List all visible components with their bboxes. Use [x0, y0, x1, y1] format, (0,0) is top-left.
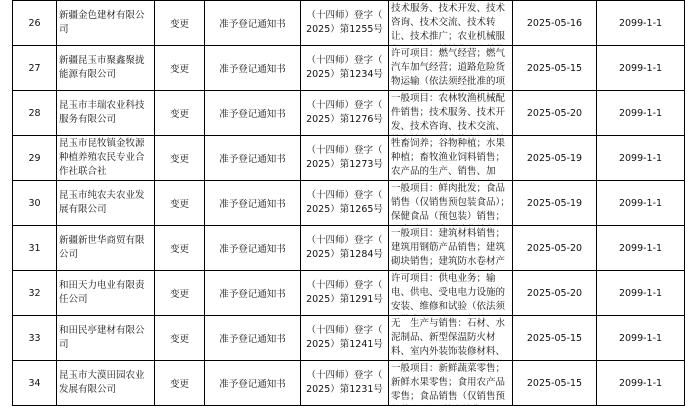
document-reference	[301, 181, 389, 226]
document-name: 准予登记通知书	[205, 181, 301, 226]
table-row	[13, 181, 685, 226]
reference-line-2: 2025）第1265号	[306, 204, 383, 215]
document-reference	[301, 91, 389, 136]
business-scope	[389, 46, 513, 91]
expiry-date: 2099-1-1	[597, 136, 685, 181]
change-type: 变更	[155, 226, 205, 271]
document-reference	[301, 136, 389, 181]
reference-line-1: （十四师）登字（	[306, 100, 383, 111]
document-name: 准予登记通知书	[205, 136, 301, 181]
reference-line-1: （十四师）登字（	[306, 235, 383, 246]
business-scope	[389, 136, 513, 181]
change-type: 变更	[155, 46, 205, 91]
document-name: 准予登记通知书	[205, 91, 301, 136]
change-type: 变更	[155, 181, 205, 226]
expiry-date: 2099-1-1	[597, 46, 685, 91]
row-index: 29	[13, 136, 57, 181]
reference-line-1: （十四师）登字（	[306, 280, 383, 291]
change-type: 变更	[155, 316, 205, 361]
company-name: 昆玉市丰瑞农业科技服务有限公司	[57, 91, 155, 136]
business-scope	[389, 361, 513, 406]
expiry-date: 2099-1-1	[597, 91, 685, 136]
document-name: 准予登记通知书	[205, 361, 301, 406]
change-type: 变更	[155, 361, 205, 406]
row-index: 33	[13, 316, 57, 361]
business-scope	[389, 91, 513, 136]
business-scope	[389, 271, 513, 316]
row-index: 31	[13, 226, 57, 271]
expiry-date: 2099-1-1	[597, 361, 685, 406]
document-reference	[301, 226, 389, 271]
reference-line-1: （十四师）登字（	[306, 145, 383, 156]
company-name: 新疆金色建材有限公司	[57, 1, 155, 46]
reference-line-2: 2025）第1241号	[306, 339, 383, 350]
issue-date: 2025-05-20	[513, 226, 597, 271]
business-scope	[389, 1, 513, 46]
reference-line-2: 2025）第1276号	[306, 114, 383, 125]
company-name: 昆玉市昆牧镇金牧源种植养殖农民专业合作社联合社	[57, 136, 155, 181]
business-scope-text: 牲畜饲养；谷物种植；水果种植；畜牧渔业饲料销售；农产品的生产、销售、加	[391, 137, 506, 177]
change-type: 变更	[155, 91, 205, 136]
table-row	[13, 136, 685, 181]
document-reference	[301, 361, 389, 406]
business-scope-text: 一般项目：鲜肉批发；食品销售（仅销售预包装食品）；保健食品（预包装）销售；	[391, 182, 510, 222]
expiry-date: 2099-1-1	[597, 181, 685, 226]
document-name: 准予登记通知书	[205, 226, 301, 271]
business-scope	[389, 226, 513, 271]
table-row	[13, 271, 685, 316]
row-index: 26	[13, 1, 57, 46]
issue-date: 2025-05-19	[513, 181, 597, 226]
document-reference	[301, 1, 389, 46]
document-name: 准予登记通知书	[205, 271, 301, 316]
business-scope-text: 许可项目：燃气经营；燃气汽车加气经营；道路危险货物运输（依法须经批准的项	[391, 47, 506, 87]
reference-line-2: 2025）第1291号	[306, 294, 383, 305]
expiry-date: 2099-1-1	[597, 226, 685, 271]
reference-line-2: 2025）第1234号	[306, 69, 383, 80]
change-type: 变更	[155, 271, 205, 316]
document-reference	[301, 46, 389, 91]
business-scope-text: 技术服务、技术开发、技术咨询、技术交流、技术转让、技术推广；农业机械服	[391, 2, 506, 42]
document-name: 准予登记通知书	[205, 316, 301, 361]
table-row	[13, 316, 685, 361]
reference-line-1: （十四师）登字（	[306, 370, 383, 381]
registration-table-wrapper	[12, 0, 685, 406]
company-name: 昆玉市大漠田园农业发展有限公司	[57, 361, 155, 406]
business-scope-text: 无 生产与销售：石材、水泥制品、新型保温防火材料、室内外装饰装修材料、	[391, 317, 506, 357]
row-index: 32	[13, 271, 57, 316]
reference-line-1: （十四师）登字（	[306, 325, 383, 336]
reference-line-1: （十四师）登字（	[306, 190, 383, 201]
business-scope	[389, 316, 513, 361]
registration-table	[12, 0, 685, 406]
issue-date: 2025-05-15	[513, 316, 597, 361]
change-type: 变更	[155, 1, 205, 46]
table-row	[13, 1, 685, 46]
table-row	[13, 361, 685, 406]
issue-date: 2025-05-20	[513, 91, 597, 136]
expiry-date: 2099-1-1	[597, 271, 685, 316]
reference-line-2: 2025）第1284号	[306, 249, 383, 260]
issue-date: 2025-05-20	[513, 271, 597, 316]
expiry-date: 2099-1-1	[597, 316, 685, 361]
reference-line-2: 2025）第1231号	[306, 384, 383, 395]
table-row	[13, 226, 685, 271]
row-index: 34	[13, 361, 57, 406]
change-type: 变更	[155, 136, 205, 181]
company-name: 新疆新世华商贸有限公司	[57, 226, 155, 271]
reference-line-1: （十四师）登字（	[306, 55, 383, 66]
table-row	[13, 46, 685, 91]
company-name: 和田民亭建材有限公司	[57, 316, 155, 361]
business-scope-text: 一般项目：农林牧渔机械配件销售；技术服务、技术开发、技术咨询、技术交流、	[391, 92, 506, 132]
issue-date: 2025-05-16	[513, 1, 597, 46]
row-index: 30	[13, 181, 57, 226]
business-scope	[389, 181, 513, 226]
table-row	[13, 91, 685, 136]
company-name: 昆玉市纯农夫农业发展有限公司	[57, 181, 155, 226]
company-name: 新疆昆玉市聚鑫聚拢能源有限公司	[57, 46, 155, 91]
company-name: 和田天力电业有限责任公司	[57, 271, 155, 316]
business-scope-text: 许可项目：供电业务；输电、供电、受电电力设施的安装、维修和试验（依法须	[391, 272, 506, 312]
issue-date: 2025-05-15	[513, 361, 597, 406]
issue-date: 2025-05-19	[513, 136, 597, 181]
row-index: 28	[13, 91, 57, 136]
document-reference	[301, 316, 389, 361]
reference-line-2: 2025）第1255号	[306, 24, 383, 35]
document-reference	[301, 271, 389, 316]
business-scope-text: 一般项目：新鲜蔬菜零售；新鲜水果零售；食用农产品零售；食品销售（仅销售预	[391, 362, 506, 402]
issue-date: 2025-05-15	[513, 46, 597, 91]
document-name: 准予登记通知书	[205, 46, 301, 91]
row-index: 27	[13, 46, 57, 91]
expiry-date: 2099-1-1	[597, 1, 685, 46]
reference-line-2: 2025）第1273号	[306, 159, 383, 170]
business-scope-text: 一般项目：建筑材料销售；建筑用钢筋产品销售；建筑砌块销售；建筑防水卷材产	[391, 227, 506, 267]
table-body	[13, 1, 685, 406]
reference-line-1: （十四师）登字（	[306, 10, 383, 21]
document-name: 准予登记通知书	[205, 1, 301, 46]
